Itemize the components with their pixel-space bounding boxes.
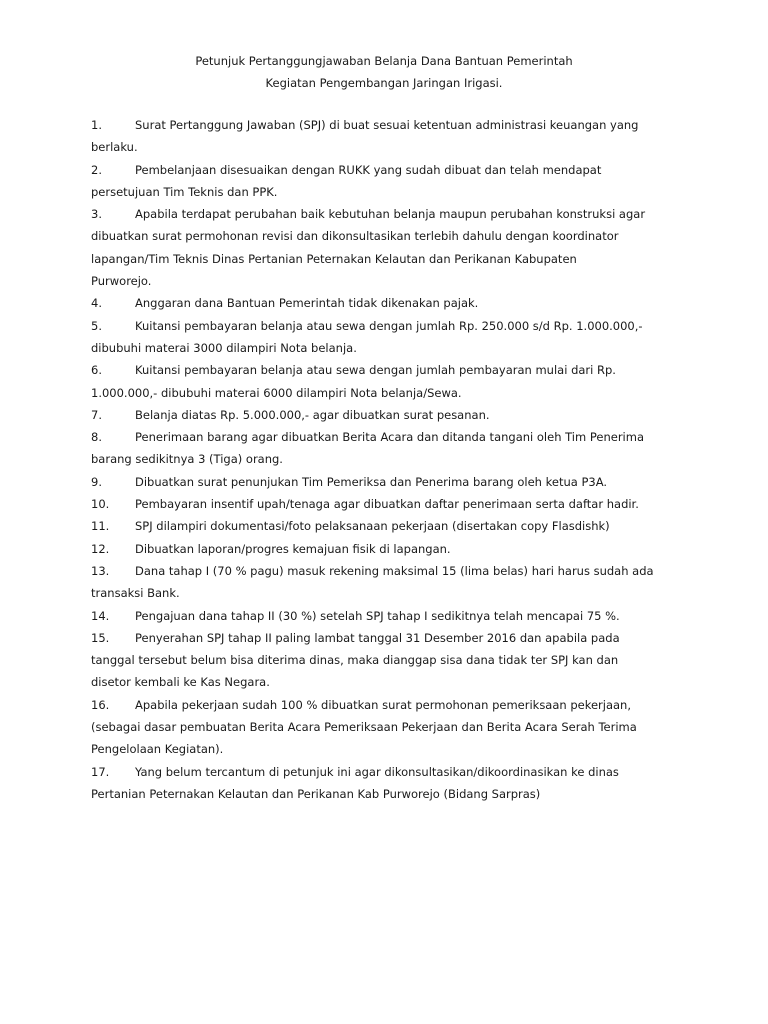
list-item-number: 10. (91, 497, 110, 512)
list-item (91, 203, 691, 292)
list-item (91, 515, 691, 537)
list-item-line (91, 605, 691, 627)
list-item-text: Dana tahap I (70 % pagu) masuk rekening maksimal 15 (lima belas) hari harus sudah ada (135, 563, 654, 578)
list-item-number: 14. (91, 608, 110, 623)
list-item-text: Apabila pekerjaan sudah 100 % dibuatkan surat permohonan pemeriksaan pekerjaan, (135, 697, 632, 712)
list-item-number: 12. (91, 541, 110, 556)
list-item-text: Pengelolaan Kegiatan). (91, 742, 224, 757)
list-item-line (91, 159, 691, 181)
list-item-text: (sebagai dasar pembuatan Berita Acara Pemeriksaan Pekerjaan dan Berita Acara Serah Terima (91, 720, 637, 735)
list-item (91, 627, 691, 694)
list-item (91, 359, 691, 404)
list-item-line (91, 649, 691, 671)
list-item-text: Kuitansi pembayaran belanja atau sewa dengan jumlah pembayaran mulai dari Rp. (135, 363, 616, 378)
list-item-line (91, 404, 691, 426)
document-title (0, 50, 768, 94)
list-item-number: 8. (91, 430, 102, 445)
list-item (91, 761, 691, 806)
list-item-text: Pembayaran insentif upah/tenaga agar dibuatkan daftar penerimaan serta daftar hadir. (135, 497, 639, 512)
title-line-2: Kegiatan Pengembangan Jaringan Irigasi. (265, 76, 503, 90)
list-item-number: 9. (91, 474, 102, 489)
list-item-line (91, 315, 691, 337)
list-item-text: Surat Pertanggung Jawaban (SPJ) di buat sesuai ketentuan administrasi keuangan yang (135, 118, 639, 132)
list-item (91, 605, 691, 627)
instruction-list (91, 114, 691, 805)
list-item-number: 6. (91, 363, 102, 378)
list-item-text: Dibuatkan surat penunjukan Tim Pemeriksa dan Penerima barang oleh ketua P3A. (135, 474, 608, 489)
list-item-number: 16. (91, 697, 110, 712)
list-item-line (91, 560, 691, 582)
list-item (91, 292, 691, 314)
list-item (91, 493, 691, 515)
list-item-line (91, 270, 691, 292)
list-item-text: Kuitansi pembayaran belanja atau sewa dengan jumlah Rp. 250.000 s/d Rp. 1.000.000,- (135, 318, 643, 333)
list-item-line (91, 426, 691, 448)
list-item-line (91, 671, 691, 693)
list-item-line (91, 448, 691, 470)
list-item-number: 1. (91, 118, 102, 132)
list-item-text: Belanja diatas Rp. 5.000.000,- agar dibuatkan surat pesanan. (135, 407, 490, 422)
list-item-line (91, 292, 691, 314)
list-item-text: berlaku. (91, 140, 138, 155)
list-item-number: 2. (91, 162, 102, 177)
list-item-text: Anggaran dana Bantuan Pemerintah tidak dikenakan pajak. (135, 296, 479, 311)
list-item-line (91, 694, 691, 716)
list-item-text: 1.000.000,- dibubuhi materai 6000 dilampiri Nota belanja/Sewa. (91, 385, 462, 400)
list-item-line (91, 136, 691, 158)
list-item-text: barang sedikitnya 3 (Tiga) orang. (91, 452, 283, 467)
list-item-text: lapangan/Tim Teknis Dinas Pertanian Peternakan Kelautan dan Perikanan Kabupaten (91, 251, 577, 266)
list-item-line (91, 359, 691, 381)
list-item-line (91, 114, 691, 136)
list-item-text: Pembelanjaan disesuaikan dengan RUKK yang sudah dibuat dan telah mendapat (135, 162, 602, 177)
list-item-line (91, 582, 691, 604)
list-item-line (91, 627, 691, 649)
title-line-1: Petunjuk Pertanggungjawaban Belanja Dana Bantuan Pemerintah (195, 54, 573, 68)
list-item-line (91, 471, 691, 493)
list-item-text: Penyerahan SPJ tahap II paling lambat tanggal 31 Desember 2016 dan apabila pada (135, 630, 620, 645)
list-item-text: Yang belum tercantum di petunjuk ini agar dikonsultasikan/dikoordinasikan ke dinas (135, 764, 619, 779)
list-item-number: 11. (91, 519, 110, 534)
list-item-line (91, 761, 691, 783)
list-item-number: 7. (91, 407, 102, 422)
list-item-text: persetujuan Tim Teknis dan PPK. (91, 184, 278, 199)
list-item-number: 15. (91, 630, 110, 645)
list-item (91, 426, 691, 471)
list-item-number: 13. (91, 563, 110, 578)
list-item-line (91, 783, 691, 805)
list-item (91, 694, 691, 761)
list-item-line (91, 181, 691, 203)
list-item-text: transaksi Bank. (91, 586, 180, 601)
list-item-text: Purworejo. (91, 274, 152, 289)
list-item (91, 114, 691, 159)
list-item (91, 538, 691, 560)
list-item-line (91, 538, 691, 560)
list-item-text: dibubuhi materai 3000 dilampiri Nota belanja. (91, 340, 357, 355)
list-item (91, 404, 691, 426)
list-item-number: 5. (91, 318, 102, 333)
list-item-text: tanggal tersebut belum bisa diterima dinas, maka dianggap sisa dana tidak ter SPJ kan dan (91, 653, 619, 668)
list-item-line (91, 337, 691, 359)
list-item-number: 3. (91, 207, 102, 222)
list-item-line (91, 248, 691, 270)
list-item (91, 315, 691, 360)
list-item (91, 471, 691, 493)
list-item-line (91, 515, 691, 537)
list-item-text: disetor kembali ke Kas Negara. (91, 675, 270, 690)
list-item-text: Apabila terdapat perubahan baik kebutuhan belanja maupun perubahan konstruksi agar (135, 207, 646, 222)
list-item-line (91, 493, 691, 515)
list-item-text: Dibuatkan laporan/progres kemajuan fisik di lapangan. (135, 541, 451, 556)
list-item-line (91, 203, 691, 225)
list-item-number: 17. (91, 764, 110, 779)
list-item (91, 159, 691, 204)
list-item-text: dibuatkan surat permohonan revisi dan dikonsultasikan terlebih dahulu dengan koordinator (91, 229, 619, 244)
list-item-text: Pengajuan dana tahap II (30 %) setelah SPJ tahap I sedikitnya telah mencapai 75 %. (135, 608, 620, 623)
list-item-line (91, 738, 691, 760)
list-item-line (91, 225, 691, 247)
list-item-number: 4. (91, 296, 102, 311)
list-item-text: Pertanian Peternakan Kelautan dan Perikanan Kab Purworejo (Bidang Sarpras) (91, 786, 541, 801)
list-item-text: SPJ dilampiri dokumentasi/foto pelaksanaan pekerjaan (disertakan copy Flasdishk) (135, 519, 610, 534)
list-item-text: Penerimaan barang agar dibuatkan Berita Acara dan ditanda tangani oleh Tim Penerima (135, 430, 644, 445)
list-item (91, 560, 691, 605)
list-item-line (91, 716, 691, 738)
list-item-line (91, 382, 691, 404)
